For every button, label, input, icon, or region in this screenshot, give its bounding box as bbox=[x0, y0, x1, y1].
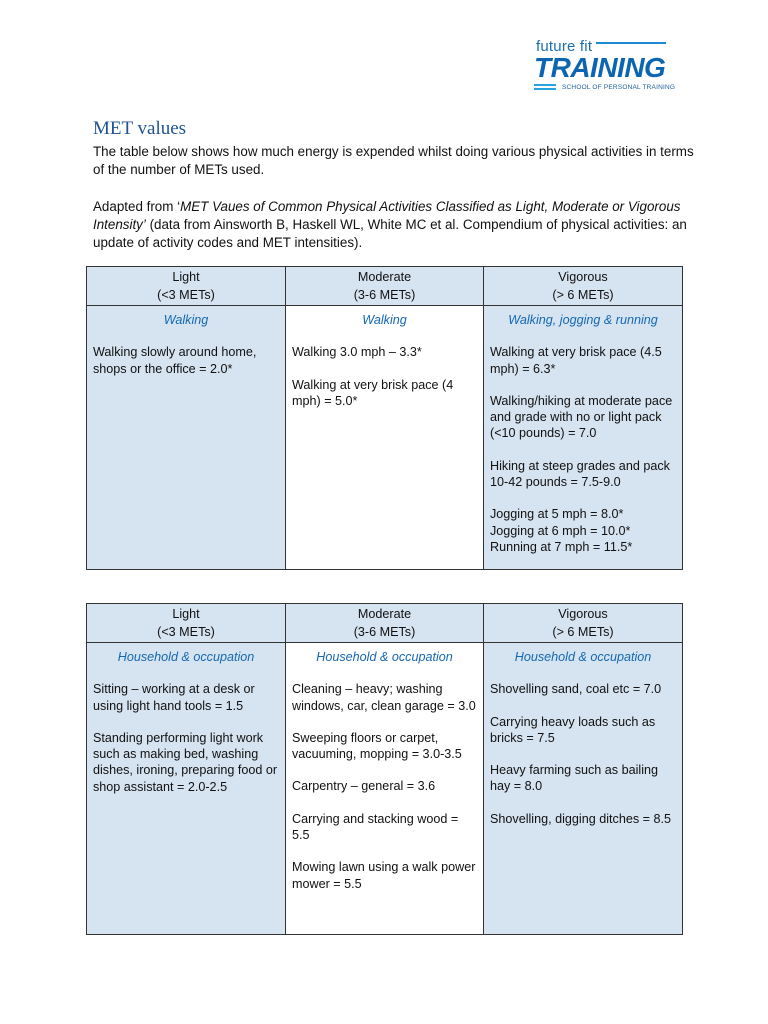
category-label: Household & occupation bbox=[117, 650, 255, 664]
header-vigorous: Vigorous (> 6 METs) bbox=[484, 267, 683, 306]
source-paragraph bbox=[93, 198, 693, 252]
source-prefix: Adapted from ‘ bbox=[93, 199, 181, 214]
cell-moderate bbox=[286, 643, 484, 935]
activity-item: Walking 3.0 mph – 3.3* bbox=[292, 345, 422, 360]
activity-item: Jogging at 6 mph = 10.0* bbox=[490, 523, 631, 538]
header-vigorous: Vigorous (> 6 METs) bbox=[484, 604, 683, 643]
activity-item: Mowing lawn using a walk power mower = 5.5 bbox=[292, 860, 476, 891]
activity-item: Shovelling sand, coal etc = 7.0 bbox=[490, 682, 662, 697]
source-title: MET Vaues of Common Physical Activities Classified as Light, Moderate or Vigorous Intensity’ bbox=[93, 199, 681, 232]
activity-item: Walking at very brisk pace (4.5 mph) = 6.3* bbox=[490, 345, 662, 376]
cell-light bbox=[87, 306, 286, 570]
activity-item: Walking slowly around home, shops or the office = 2.0* bbox=[93, 345, 257, 376]
activity-item: Sitting – working at a desk or using light hand tools = 1.5 bbox=[93, 682, 255, 713]
logo bbox=[534, 38, 676, 96]
activity-item: Carpentry – general = 3.6 bbox=[292, 779, 436, 794]
logo-text-future-fit: future fit bbox=[536, 38, 593, 55]
activity-item: Hiking at steep grades and pack 10-42 pounds = 7.5-9.0 bbox=[490, 458, 670, 490]
header-light: Light (<3 METs) bbox=[87, 604, 286, 643]
met-table-household bbox=[86, 603, 683, 935]
activity-item: Jogging at 5 mph = 8.0* bbox=[490, 507, 624, 522]
category-label: Walking bbox=[163, 313, 209, 327]
cell-vigorous bbox=[484, 306, 683, 570]
cell-light bbox=[87, 643, 286, 935]
activity-item: Carrying heavy loads such as bricks = 7.5 bbox=[490, 714, 656, 745]
activity-item: Shovelling, digging ditches = 8.5 bbox=[490, 811, 671, 826]
activity-item: Running at 7 mph = 11.5* bbox=[490, 539, 633, 554]
activity-item: Sweeping floors or carpet, vacuuming, mopping = 3.0-3.5 bbox=[292, 730, 462, 762]
table-row bbox=[87, 306, 683, 570]
logo-tagline: SCHOOL OF PERSONAL TRAINING bbox=[562, 84, 676, 91]
activity-item: Walking/hiking at moderate pace and grade with no or light pack (<10 pounds) = 7.0 bbox=[490, 393, 673, 441]
cell-moderate bbox=[286, 306, 484, 570]
page-title: MET values bbox=[93, 118, 187, 139]
source-suffix: (data from Ainsworth B, Haskell WL, White MC et al. Compendium of physical activities: an update of activity codes and MET intensities). bbox=[93, 217, 687, 250]
category-label: Walking bbox=[362, 313, 407, 327]
cell-vigorous bbox=[484, 643, 683, 935]
header-light: Light (<3 METs) bbox=[87, 267, 286, 306]
category-label: Household & occupation bbox=[316, 650, 453, 664]
table-header-row bbox=[87, 604, 683, 643]
activity-item: Standing performing light work such as making bed, washing dishes, ironing, preparing food or shop assistant = 2.0-2.5 bbox=[93, 730, 278, 794]
table-row bbox=[87, 643, 683, 935]
header-moderate: Moderate (3-6 METs) bbox=[286, 604, 484, 643]
logo-text-training: TRAINING bbox=[534, 52, 666, 83]
intro-paragraph: The table below shows how much energy is expended whilst doing various physical activities in terms of the number of METs used. bbox=[93, 144, 694, 177]
met-table-walking bbox=[86, 266, 683, 570]
activity-item: Walking at very brisk pace (4 mph) = 5.0* bbox=[292, 377, 454, 408]
category-label: Household & occupation bbox=[514, 650, 652, 664]
logo-bar bbox=[534, 88, 556, 90]
activity-item: Carrying and stacking wood = 5.5 bbox=[292, 811, 459, 843]
activity-item: Heavy farming such as bailing hay = 8.0 bbox=[490, 763, 658, 794]
activity-item: Cleaning – heavy; washing windows, car, clean garage = 3.0 bbox=[292, 682, 476, 713]
table-header-row bbox=[87, 267, 683, 306]
header-moderate: Moderate (3-6 METs) bbox=[286, 267, 484, 306]
logo-bar bbox=[534, 84, 556, 86]
category-label: Walking, jogging & running bbox=[508, 313, 658, 327]
